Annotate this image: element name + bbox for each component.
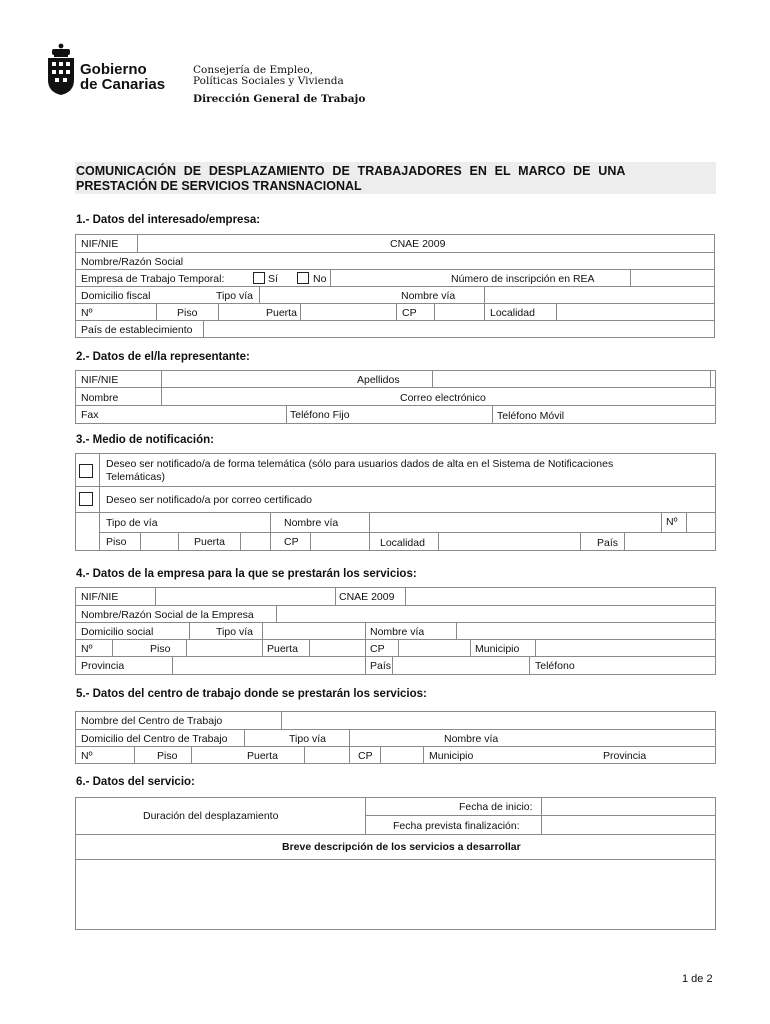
s1-ett-no-checkbox[interactable] [297,272,309,284]
s1-ett-label: Empresa de Trabajo Temporal: [81,273,225,285]
s4-cnae-field[interactable] [406,588,714,605]
s1-rea-field[interactable] [631,270,714,286]
s1-nombre-field[interactable] [200,253,714,269]
s3-nombre-via-label: Nombre vía [284,517,339,529]
s5-nombre-via-field[interactable] [510,730,714,746]
s2-apellidos-field[interactable] [433,371,709,387]
s5-num-label: Nº [81,750,93,762]
section2-heading: 2.- Datos de el/la representante: [76,351,250,363]
s2-fax-label: Fax [81,409,99,421]
s5-municipio-field[interactable] [485,747,595,764]
s1-pais-label: País de establecimiento [81,324,193,336]
s5-provincia-label: Provincia [603,750,647,762]
s3-num-field[interactable] [687,513,715,532]
s5-puerta-label: Puerta [247,750,278,762]
s4-domicilio-label: Domicilio social [81,626,154,638]
s6-fecha-fin-label: Fecha prevista finalización: [393,820,520,832]
s1-ett-si-checkbox[interactable] [253,272,265,284]
s3-cp-label: CP [284,536,299,548]
section1-heading: 1.- Datos del interesado/empresa: [76,214,261,226]
s6-descripcion-textarea[interactable] [77,861,717,931]
s6-breve-label: Breve descripción de los servicios a desarrollar [282,841,521,853]
s1-piso-label: Piso [177,307,198,319]
s3-pais-field[interactable] [625,533,715,551]
s3-correo-checkbox[interactable] [79,492,93,506]
s4-tipo-via-field[interactable] [263,623,363,639]
s3-localidad-label: Localidad [380,537,425,549]
s1-nombre-via-field[interactable] [485,287,714,303]
s4-pais-field[interactable] [393,657,528,675]
s2-tel-movil-label: Teléfono Móvil [497,410,565,422]
s4-nombre-field[interactable] [277,606,714,622]
s1-rea-label: Número de inscripción en REA [451,273,595,285]
s4-nombre-label: Nombre/Razón Social de la Empresa [81,609,254,621]
s5-nombre-label: Nombre del Centro de Trabajo [81,715,223,727]
s3-piso-label: Piso [106,536,127,548]
s2-fax-field[interactable] [110,406,285,423]
s4-telefono-field[interactable] [585,657,714,675]
s4-municipio-label: Municipio [475,643,520,655]
s1-puerta-label: Puerta [266,307,297,319]
s1-cp-label: CP [402,307,417,319]
s3-nombre-via-field[interactable] [370,513,660,532]
gov-name-line2: de Canarias [80,76,166,93]
s3-telematica-checkbox[interactable] [79,464,93,478]
s6-fecha-fin-field[interactable] [542,816,714,834]
s4-pais-label: País [370,660,392,672]
s6-fecha-inicio-field[interactable] [542,798,714,815]
s3-localidad-field[interactable] [439,533,579,551]
section6-heading: 6.- Datos del servicio: [76,776,195,788]
s3-opt2-label: Deseo ser notificado/a por correo certificado [106,494,313,506]
s1-domicilio-label: Domicilio fiscal [81,290,151,302]
s1-tipo-via-field[interactable] [260,287,397,303]
s6-duracion-label: Duración del desplazamiento [143,810,279,822]
s4-provincia-field[interactable] [173,657,364,675]
page-title-line2: PRESTACIÓN DE SERVICIOS TRANSNACIONAL [76,179,362,193]
s2-nif-field[interactable] [162,371,352,387]
s1-nombre-label: Nombre/Razón Social [81,256,184,268]
s3-opt1-line2: Telemáticas) [106,471,165,483]
s2-tel-fijo-field[interactable] [360,406,490,423]
s4-nif-label: NIF/NIE [81,591,119,603]
s3-puerta-label: Puerta [194,536,225,548]
s5-tipo-via-label: Tipo vía [289,733,326,745]
s4-cnae-label: CNAE 2009 [339,591,395,603]
s4-nif-field[interactable] [156,588,334,605]
s5-domicilio-label: Domicilio del Centro de Trabajo [81,733,228,745]
s1-pais-field[interactable] [204,321,714,337]
s4-nombre-via-field[interactable] [457,623,714,639]
s4-tipo-via-label: Tipo vía [216,626,253,638]
page-title-line1: COMUNICACIÓN DE DESPLAZAMIENTO DE TRABAJADORES EN EL MARCO DE UNA [76,164,626,178]
dept-line1: Consejería de Empleo, [193,64,314,76]
s3-tipo-via-label: Tipo de vía [106,517,158,529]
s3-pais-label: País [597,537,619,549]
s5-municipio-label: Municipio [429,750,474,762]
s4-num-label: Nº [81,643,93,655]
s1-cnae-field[interactable] [455,235,714,252]
s6-fecha-inicio-label: Fecha de inicio: [459,801,533,813]
s1-cnae-label: CNAE 2009 [390,238,446,250]
s1-num-label: Nº [81,307,93,319]
s1-si-label: Sí [268,273,278,285]
s1-no-label: No [313,273,327,285]
s1-nombre-via-label: Nombre vía [401,290,456,302]
s1-localidad-label: Localidad [490,307,535,319]
s4-provincia-label: Provincia [81,660,125,672]
s2-nombre-field[interactable] [162,388,396,405]
s5-nombre-field[interactable] [282,712,714,729]
s3-tipo-via-field[interactable] [166,513,269,532]
s4-piso-label: Piso [150,643,171,655]
s2-nif-label: NIF/NIE [81,374,119,386]
s5-tipo-via-field[interactable] [350,730,430,746]
section3-heading: 3.- Medio de notificación: [76,434,215,446]
dept-line2: Políticas Sociales y Vivienda [193,75,344,87]
s5-cp-label: CP [358,750,373,762]
section5-heading: 5.- Datos del centro de trabajo donde se prestarán los servicios: [76,688,427,700]
dept-line3: Dirección General de Trabajo [193,93,366,105]
gobierno-canarias-logo [46,42,176,96]
section4-heading: 4.- Datos de la empresa para la que se prestarán los servicios: [76,568,417,580]
s1-nif-field[interactable] [138,235,388,252]
s3-num-label: Nº [666,516,678,528]
s1-localidad-field[interactable] [557,304,714,320]
page-number: 1 de 2 [682,973,713,985]
s4-municipio-field[interactable] [536,640,714,656]
s5-piso-label: Piso [157,750,178,762]
s5-nombre-via-label: Nombre vía [444,733,499,745]
s2-tel-fijo-label: Teléfono Fijo [290,409,350,421]
s4-telefono-label: Teléfono [535,660,575,672]
s1-nif-label: NIF/NIE [81,238,119,250]
s2-tel-movil-field[interactable] [574,406,714,423]
s3-opt1-line1: Deseo ser notificado/a de forma telemática (sólo para usuarios dados de alta en el Sistema de Notificaciones [106,458,614,470]
s2-apellidos-label: Apellidos [357,374,400,386]
s5-provincia-field[interactable] [657,747,714,764]
coat-of-arms-icon [46,42,76,96]
s2-nombre-label: Nombre [81,392,119,404]
s2-correo-label: Correo electrónico [400,392,486,404]
s1-tipo-via-label: Tipo vía [216,290,253,302]
s2-correo-field[interactable] [500,388,714,405]
s4-nombre-via-label: Nombre vía [370,626,425,638]
gov-name-line1: Gobierno [80,61,147,78]
s4-cp-label: CP [370,643,385,655]
s4-puerta-label: Puerta [267,643,298,655]
